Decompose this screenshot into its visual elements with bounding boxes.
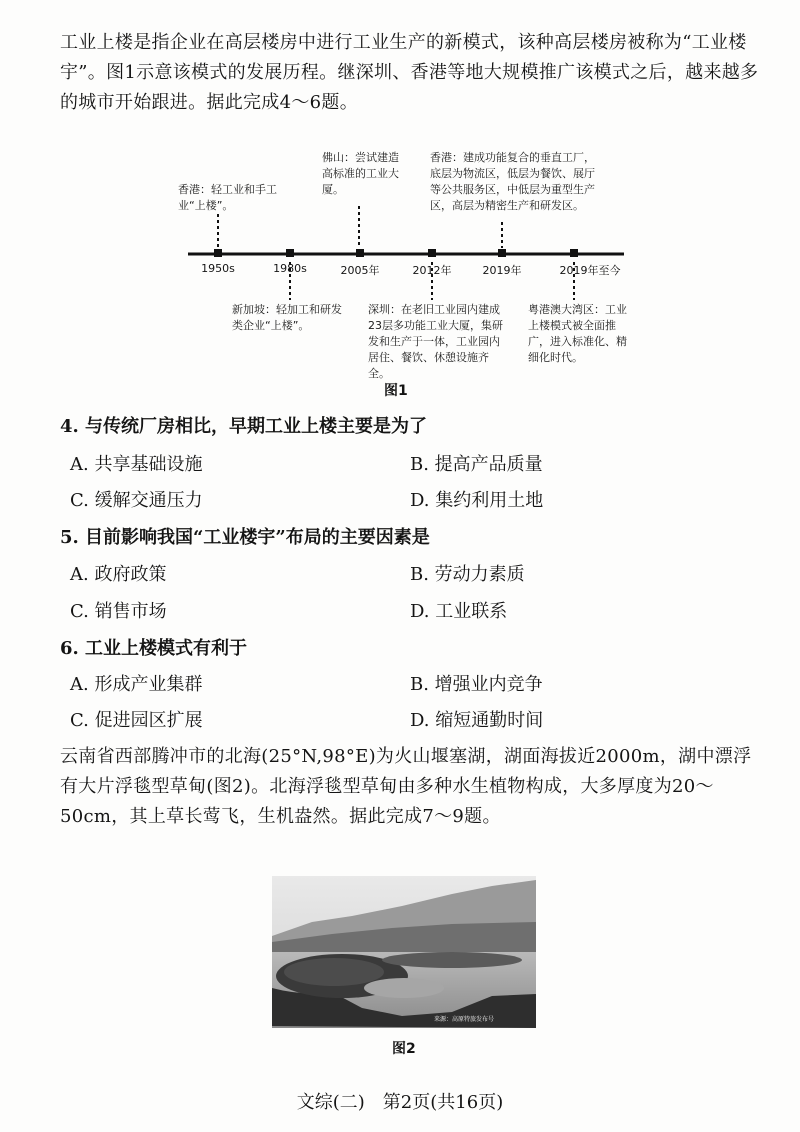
question-5-option-d: D. 工业联系: [410, 601, 508, 622]
year-label: 2012年: [412, 264, 452, 277]
intro-paragraph-2: 云南省西部腾冲市的北海(25°N,98°E)为火山堰塞湖，湖面海拔近2000m，湖中漂浮有大片浮毯型草甸(图2)。北海浮毯型草甸由多种水生植物构成，大多厚度为20～50cm，其上草长莺飞，生机盎然。据此完成7～9题。: [60, 746, 752, 827]
figure-1-caption: 图1: [384, 383, 408, 399]
year-label: 2005年: [340, 264, 380, 277]
lake-photo-image: [272, 876, 536, 1028]
question-5-option-c: C. 销售市场: [70, 601, 167, 622]
marker-2012: [428, 249, 436, 257]
question-5-option-a: A. 政府政策: [70, 564, 167, 585]
marker-2005: [356, 249, 364, 257]
question-4-option-a: A. 共享基础设施: [70, 454, 203, 475]
timeline-note-gba-now: 粤港澳大湾区：工业上楼模式被全面推广，进入标准化、精细化时代。: [528, 303, 627, 364]
lake-photo: [272, 876, 536, 1028]
question-4-stem: 4. 与传统厂房相比，早期工业上楼主要是为了: [60, 416, 428, 437]
year-label: 1980s: [273, 262, 307, 275]
question-6-option-a: A. 形成产业集群: [70, 674, 203, 695]
year-label: 1950s: [201, 262, 235, 275]
question-4-option-b: B. 提高产品质量: [410, 454, 543, 475]
year-label: 2019年至今: [559, 264, 621, 277]
marker-1980s: [286, 249, 294, 257]
question-4-option-c: C. 缓解交通压力: [70, 490, 203, 511]
timeline-note-shenzhen-2012: 深圳：在老旧工业园内建成23层多功能工业大厦，集研发和生产于一体，工业园内居住、餐饮、休憩设施齐全。: [368, 303, 503, 380]
timeline-note-hongkong-2019: 香港：建成功能复合的垂直工厂，底层为物流区，低层为餐饮、展厅等公共服务区，中低层为重型生产区，高层为精密生产和研发区。: [430, 151, 595, 212]
timeline-note-foshan-2005: 佛山：尝试建造高标准的工业大厦。: [322, 151, 399, 196]
marker-2019: [498, 249, 506, 257]
question-4-option-d: D. 集约利用土地: [410, 490, 544, 511]
photo-watermark: 来源：高原特旅发布号: [434, 1016, 495, 1023]
marker-1950s: [214, 249, 222, 257]
question-6-option-d: D. 缩短通勤时间: [410, 710, 544, 731]
question-6-option-c: C. 促进园区扩展: [70, 710, 203, 731]
timeline-note-hongkong-1950s: 香港：轻工业和手工业“上楼”。: [178, 183, 277, 212]
year-label: 2019年: [482, 264, 522, 277]
question-5-option-b: B. 劳动力素质: [410, 564, 525, 585]
timeline-note-singapore-1980s: 新加坡：轻加工和研发类企业“上楼”。: [232, 303, 342, 332]
figure-2-caption: 图2: [392, 1041, 416, 1057]
page-footer: 文综(二) 第2页(共16页): [296, 1092, 504, 1113]
marker-2019-now: [570, 249, 578, 257]
question-5-stem: 5. 目前影响我国“工业楼宇”布局的主要因素是: [60, 527, 430, 548]
question-6-stem: 6. 工业上楼模式有利于: [60, 638, 248, 659]
question-6-option-b: B. 增强业内竞争: [410, 674, 543, 695]
intro-paragraph-1: 工业上楼是指企业在高层楼房中进行工业生产的新模式，该种高层楼房被称为“工业楼宇”。图1示意该模式的发展历程。继深圳、香港等地大规模推广该模式之后，越来越多的城市开始跟进。据此完成4～6题。: [60, 32, 759, 113]
